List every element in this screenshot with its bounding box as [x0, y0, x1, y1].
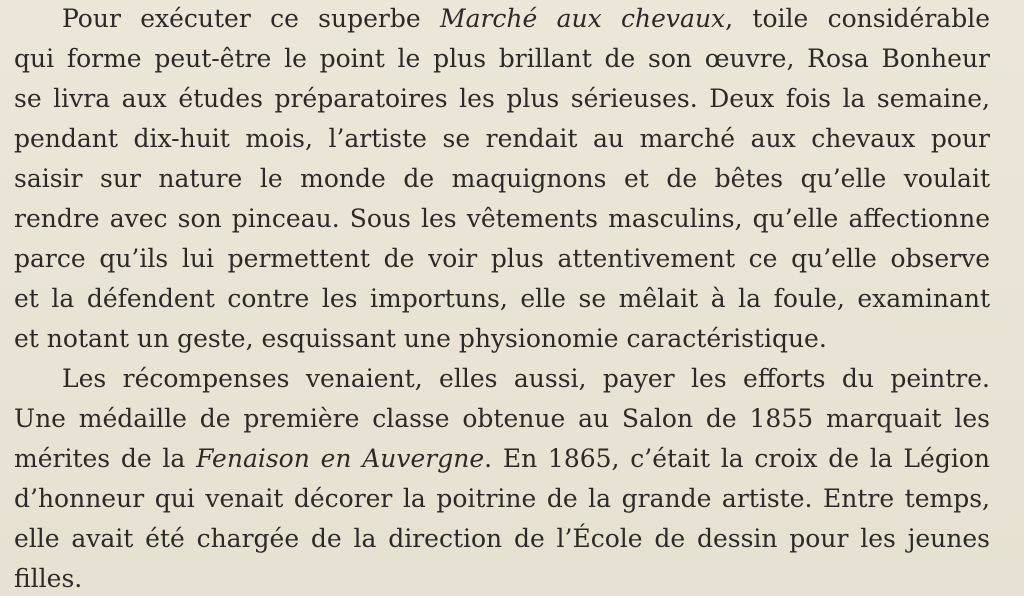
text-line — [14, 164, 990, 194]
text-line — [14, 124, 990, 154]
text-line — [14, 84, 990, 114]
text-run: qui forme peut-être le point le plus brillant de son œuvre, Rosa Bonheur — [14, 44, 990, 73]
text-line — [14, 244, 990, 274]
text-line — [14, 284, 990, 314]
text-run: et notant un geste, esquissant une physionomie caractéristique. — [14, 324, 827, 353]
text-run: Pour exécuter ce superbe — [62, 4, 440, 33]
text-run: Une médaille de première classe obtenue au Salon de 1855 marquait les — [14, 404, 990, 433]
text-run: mérites de la — [14, 444, 197, 473]
text-run: . En 1865, c’était la croix de la Légion — [484, 444, 990, 473]
italic-title: Fenaison en Auvergne — [196, 444, 485, 473]
text-line — [14, 404, 990, 434]
text-run: et la défendent contre les importuns, elle se mêlait à la foule, examinant — [14, 284, 990, 313]
italic-title: Marché aux chevaux — [439, 4, 726, 33]
text-line — [14, 484, 990, 514]
text-run: rendre avec son pinceau. Sous les vêtements masculins, qu’elle affectionne — [14, 204, 990, 233]
text-run: elle avait été chargée de la direction de l’École de dessin pour les jeunes — [14, 524, 990, 553]
text-line — [14, 564, 82, 594]
text-line — [14, 444, 990, 474]
text-run: Les récompenses venaient, elles aussi, payer les efforts du peintre. — [62, 364, 990, 393]
text-run: d’honneur qui venait décorer la poitrine de la grande artiste. Entre temps, — [14, 484, 990, 513]
text-run: se livra aux études préparatoires les plus sérieuses. Deux fois la semaine, — [14, 84, 990, 113]
text-line — [62, 4, 990, 34]
text-line — [62, 364, 990, 394]
text-line — [14, 524, 990, 554]
text-run: , toile considérable — [725, 4, 991, 33]
text-run: saisir sur nature le monde de maquignons et de bêtes qu’elle voulait — [14, 164, 990, 193]
text-line — [14, 324, 827, 354]
text-line — [14, 204, 990, 234]
text-run: filles. — [14, 564, 83, 593]
text-run: pendant dix-huit mois, l’artiste se rendait au marché aux chevaux pour — [14, 124, 990, 153]
text-line — [14, 44, 990, 74]
text-run: parce qu’ils lui permettent de voir plus attentivement ce qu’elle observe — [14, 244, 990, 273]
